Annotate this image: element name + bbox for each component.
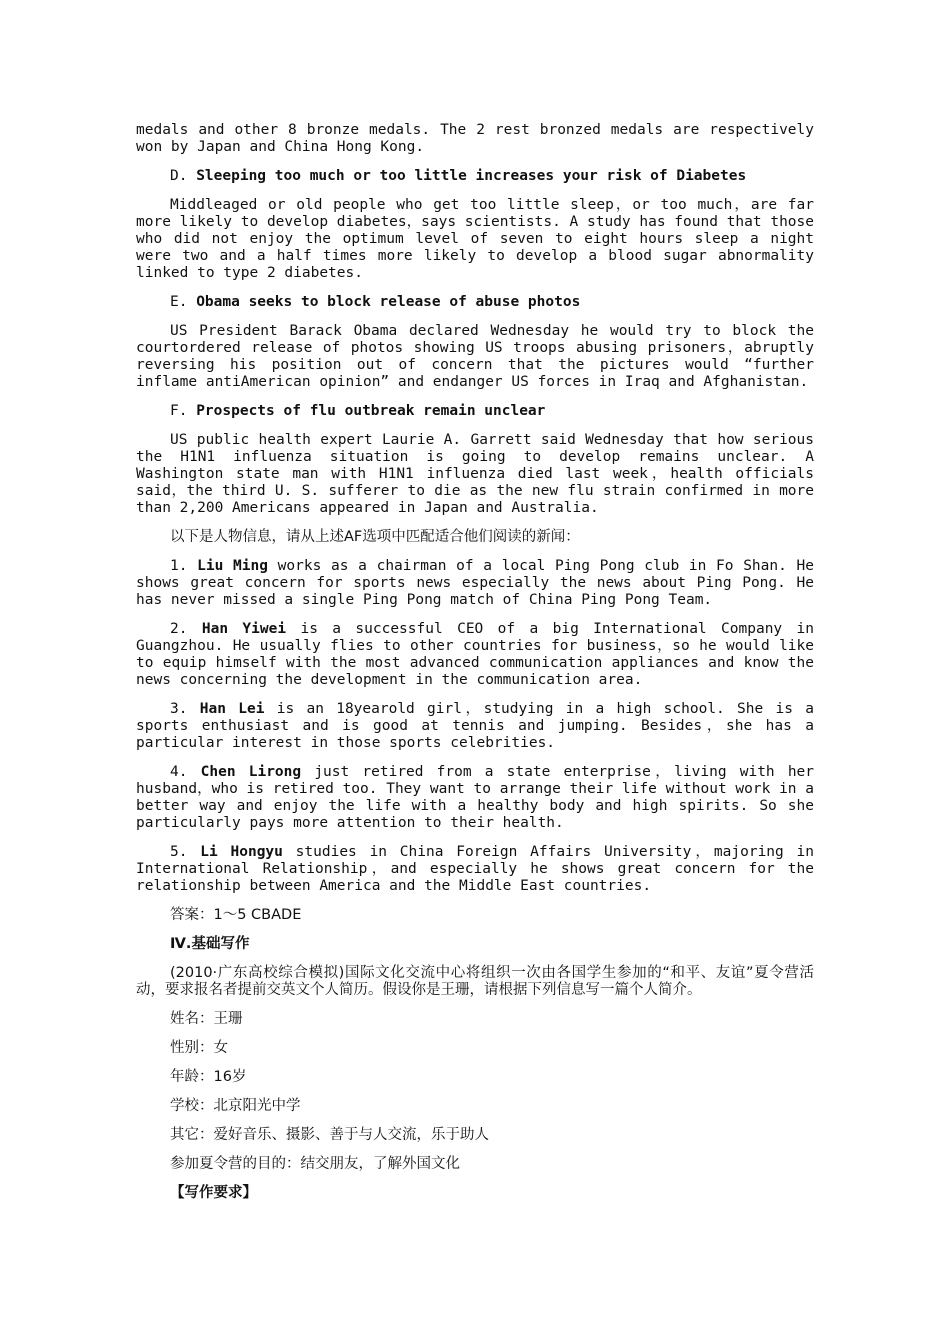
section-f xyxy=(136,403,814,517)
section-body: US public health expert Laurie A. Garrett said Wednesday that how serious the H1N1 influenza situation is going to develop remains unclear. A Washington state man with H1N1 influenza died last week，health officials said，the third U. S. sufferer to die as the new flu strain confirmed in more than 2,200 Americans appeared in Japan and Australia. xyxy=(136,432,814,516)
section-title: Prospects of flu outbreak remain unclear xyxy=(196,403,546,419)
section-e xyxy=(136,294,814,391)
person-1 xyxy=(136,558,814,609)
section-heading xyxy=(136,168,814,185)
section-title: Obama seeks to block release of abuse photos xyxy=(196,294,581,310)
person-text: is an 18yearold girl，studying in a high school. She is a sports enthusiast and is good at tennis and jumping. Besides，she has a particular interest in those sports celebrities. xyxy=(136,701,815,751)
info-purpose: 参加夏令营的目的：结交朋友，了解外国文化 xyxy=(170,1156,460,1172)
person-name: Liu Ming xyxy=(197,558,268,574)
person-number: 3. xyxy=(170,701,188,717)
writing-requirements: 【写作要求】 xyxy=(170,1185,257,1201)
instruction: 以下是人物信息，请从上述AF选项中匹配适合他们阅读的新闻： xyxy=(170,529,580,545)
person-name: Li Hongyu xyxy=(200,844,283,860)
section-heading xyxy=(136,403,814,420)
answer: 答案：1～5 CBADE xyxy=(170,907,302,923)
person-name: Han Yiwei xyxy=(201,621,287,637)
document-page xyxy=(136,122,814,1214)
section-body: US President Barack Obama declared Wednesday he would try to block the courtordered release of photos showing US troops abusing prisoners，abruptly reversing his position out of concern that the pictures would “further inflame antiAmerican opinion” and endanger US forces in Iraq and Afghanistan. xyxy=(136,323,814,390)
person-number: 4. xyxy=(170,764,188,780)
person-3 xyxy=(136,701,814,752)
person-number: 1. xyxy=(170,558,188,574)
section-letter: E. xyxy=(170,294,188,310)
person-4 xyxy=(136,764,814,832)
section-letter: D. xyxy=(170,168,188,184)
person-2 xyxy=(136,621,814,689)
info-gender: 性别：女 xyxy=(170,1040,228,1056)
info-name: 姓名：王珊 xyxy=(170,1011,243,1027)
section-heading xyxy=(136,294,814,311)
info-school: 学校：北京阳光中学 xyxy=(170,1098,301,1114)
info-other: 其它：爱好音乐、摄影、善于与人交流，乐于助人 xyxy=(170,1127,489,1143)
person-text: just retired from a state enterprise，living with her husband，who is retired too. They want to arrange their life without work in a better way and enjoy the life with a healthy body and high spirits. So she particularly pays more attention to their health. xyxy=(136,764,815,831)
person-number: 5. xyxy=(170,844,188,860)
person-text: is a successful CEO of a big International Company in Guangzhou. He usually flies to other countries for business，so he would like to equip himself with the most advanced communication appliances and know the news concerning the development in the communication area. xyxy=(136,621,814,688)
section-body: Middleaged or old people who get too little sleep，or too much，are far more likely to develop diabetes，says scientists. A study has found that those who did not enjoy the optimum level of seven to eight hours sleep a night were two and a half times more likely to develop a blood sugar abnormality linked to type 2 diabetes. xyxy=(136,197,814,281)
person-5 xyxy=(136,844,814,895)
person-name: Chen Lirong xyxy=(200,764,302,780)
person-name: Han Lei xyxy=(199,701,265,717)
info-age: 年龄：16岁 xyxy=(170,1069,247,1085)
intro-tail: medals and other 8 bronze medals. The 2 rest bronzed medals are respectively won by Japan and China Hong Kong. xyxy=(136,122,814,155)
section-letter: F. xyxy=(170,403,188,419)
person-text: works as a chairman of a local Ping Pong club in Fo Shan. He shows great concern for sports news especially the news about Ping Pong. He has never missed a single Ping Pong match of China Ping Pong Team. xyxy=(136,558,815,608)
section-4-prompt: (2010·广东高校综合模拟)国际文化交流中心将组织一次由各国学生参加的“和平、友谊”夏令营活动，要求报名者提前交英文个人简历。假设你是王珊，请根据下列信息写一篇个人简介。 xyxy=(136,965,814,998)
person-text: studies in China Foreign Affairs University，majoring in International Relationship，and especially he shows great concern for the relationship between America and the Middle East countries. xyxy=(136,844,814,894)
section-4-title: Ⅳ.基础写作 xyxy=(170,936,250,952)
section-title: Sleeping too much or too little increases your risk of Diabetes xyxy=(196,168,747,184)
section-d xyxy=(136,168,814,282)
person-number: 2. xyxy=(170,621,188,637)
